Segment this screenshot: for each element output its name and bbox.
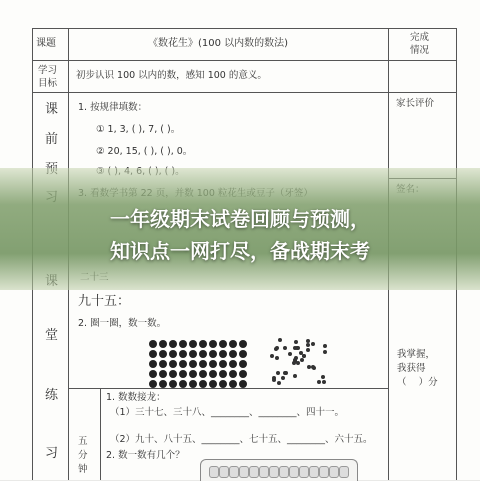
goal-label-text: 学习 目标 [38, 65, 58, 89]
peanut-dot [229, 340, 237, 348]
scatter-dot [283, 371, 287, 375]
peanut-dot [229, 370, 237, 378]
peanut-dot [149, 380, 157, 388]
scatter-dot [294, 340, 298, 344]
preview-item: 1. 按规律填数： [78, 102, 148, 113]
scatter-dot [323, 350, 327, 354]
grid-line [32, 92, 456, 93]
peanut-dot [219, 350, 227, 358]
peanut-dot [199, 340, 207, 348]
peanut-dot [149, 350, 157, 358]
scatter-dot [302, 354, 306, 358]
scatter-dot [275, 356, 279, 360]
class-label-char: 习 [45, 446, 59, 461]
peanut-dot [189, 350, 197, 358]
peanut-dot [179, 360, 187, 368]
abacus-bead [209, 466, 219, 478]
peanut-dot [149, 340, 157, 348]
five-min-char: 分 [78, 450, 88, 461]
scatter-dot [311, 342, 315, 346]
banner-line-1: 一年级期末试卷回顾与预测， [110, 207, 370, 231]
abacus-bead [279, 466, 289, 478]
peanut-dot [219, 360, 227, 368]
preview-item: ① 1, 3, ( ), 7, ( )。 [96, 124, 181, 135]
parent-eval-label: 家长评价 [396, 98, 435, 109]
peanut-dot [209, 350, 217, 358]
scatter-dot [317, 380, 321, 384]
grid-line [100, 388, 101, 480]
abacus-bead [309, 466, 319, 478]
grid-line [32, 60, 456, 61]
peanut-grid-image [148, 338, 252, 390]
class-label-char: 练 [45, 388, 59, 403]
five-min-char: 五 [78, 436, 88, 447]
class-item: 1. 数数接龙： [106, 392, 166, 403]
scatter-dot [293, 374, 297, 378]
peanut-dot [179, 370, 187, 378]
peanut-dot [179, 350, 187, 358]
abacus-bead [239, 466, 249, 478]
scatter-dot [275, 346, 279, 350]
peanut-dot [199, 380, 207, 388]
peanut-dot [209, 340, 217, 348]
class-item: 2. 数一数有几个？ [106, 450, 185, 461]
banner-line-2: 知识点一网打尽，备战期末考 [110, 239, 370, 263]
class-item: （2）九十、八十五、________、七十五、________、六十五。 [110, 434, 373, 445]
abacus-bead [229, 466, 239, 478]
peanut-dot [179, 340, 187, 348]
scatter-dot [306, 343, 310, 347]
scatter-dot [272, 378, 276, 382]
number-label: 九十五： [78, 294, 131, 309]
scatter-dot [283, 346, 287, 350]
abacus-bead [219, 466, 229, 478]
scatter-dot [300, 358, 304, 362]
grid-line [32, 28, 456, 29]
scatter-dot [321, 375, 325, 379]
peanut-dot [189, 380, 197, 388]
abacus-bead [339, 466, 349, 478]
abacus-bead [319, 466, 329, 478]
peanut-dot [229, 350, 237, 358]
peanut-dot [219, 370, 227, 378]
abacus-bead [329, 466, 339, 478]
peanut-dot [149, 360, 157, 368]
peanut-dot [209, 360, 217, 368]
peanut-dot [209, 380, 217, 388]
peanut-dot [239, 340, 247, 348]
five-min-char: 钟 [78, 464, 88, 475]
scatter-dot [294, 356, 298, 360]
abacus-bead [249, 466, 259, 478]
goal-label [38, 64, 57, 90]
preview-item: ② 20, 15, ( ), ( ), 0。 [96, 146, 193, 157]
peanut-dot [239, 350, 247, 358]
class-item: （1）三十七、三十八、________、________、四十一。 [110, 407, 345, 418]
scatter-dot [278, 338, 282, 342]
scatter-dot [311, 365, 315, 369]
scatter-dot [306, 348, 310, 352]
peanut-dot [159, 340, 167, 348]
peanut-dot [229, 360, 237, 368]
peanut-dot [219, 340, 227, 348]
scatter-dot [270, 354, 274, 358]
peanut-dot [239, 360, 247, 368]
lesson-label: 课题 [36, 38, 56, 49]
scatter-dot [322, 380, 326, 384]
peanut-dot [189, 360, 197, 368]
abacus-bead [289, 466, 299, 478]
peanut-dot [169, 380, 177, 388]
scatter-dot [281, 376, 285, 380]
peanut-dot [169, 370, 177, 378]
preview-label-char: 前 [45, 132, 59, 147]
peanut-dot [149, 370, 157, 378]
scatter-dot [277, 381, 281, 385]
mastery-box [397, 348, 438, 390]
peanut-dot [199, 370, 207, 378]
circle-task: 2. 圈一圈，数一数。 [78, 318, 167, 329]
peanut-dot [169, 350, 177, 358]
peanut-dot [199, 350, 207, 358]
peanut-dot [219, 380, 227, 388]
peanut-dot [189, 370, 197, 378]
peanut-dot [209, 370, 217, 378]
class-label-char: 堂 [45, 328, 59, 343]
scatter-dot [323, 344, 327, 348]
peanut-dot [239, 380, 247, 388]
peanut-dot [229, 380, 237, 388]
peanut-dot [159, 380, 167, 388]
mastery-text: 我掌握， 我获得 （ ）分 [397, 349, 438, 388]
scatter-dot [276, 371, 280, 375]
peanut-dot [189, 340, 197, 348]
scatter-dot [288, 352, 292, 356]
peanut-dot [239, 370, 247, 378]
status-label [410, 31, 429, 57]
peanut-dot [169, 360, 177, 368]
abacus-bead [269, 466, 279, 478]
peanut-dot [159, 350, 167, 358]
peanut-dot [159, 370, 167, 378]
peanut-dot [159, 360, 167, 368]
lesson-title: 《数花生》(100 以内数的数法) [148, 38, 289, 49]
goal-text: 初步认识 100 以内的数，感知 100 的意义。 [76, 70, 267, 81]
abacus-bead [259, 466, 269, 478]
peanut-dot [169, 340, 177, 348]
peanut-dot [199, 360, 207, 368]
preview-label-char: 课 [45, 102, 59, 117]
abacus-image [200, 459, 358, 481]
abacus-bead [299, 466, 309, 478]
status-label-text: 完成 情况 [410, 32, 430, 56]
peanut-dot [179, 380, 187, 388]
scattered-dots-image [268, 336, 330, 386]
scatter-dot [295, 346, 299, 350]
promo-banner [0, 168, 480, 290]
